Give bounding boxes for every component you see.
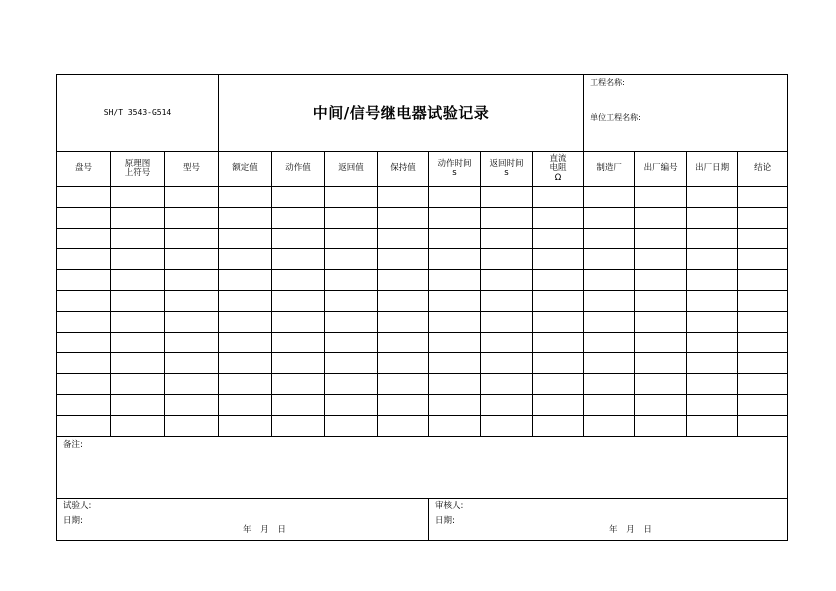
table-cell[interactable] xyxy=(429,290,481,311)
table-cell[interactable] xyxy=(738,290,788,311)
table-cell[interactable] xyxy=(635,207,687,228)
table-cell[interactable] xyxy=(325,249,378,270)
table-cell[interactable] xyxy=(325,374,378,395)
table-cell[interactable] xyxy=(325,228,378,249)
table-cell[interactable] xyxy=(533,311,584,332)
table-cell[interactable] xyxy=(533,290,584,311)
table-cell[interactable] xyxy=(378,353,429,374)
table-cell[interactable] xyxy=(111,353,165,374)
table-cell[interactable] xyxy=(165,311,219,332)
table-cell[interactable] xyxy=(111,290,165,311)
table-cell[interactable] xyxy=(378,311,429,332)
column-header-text: s xyxy=(504,168,509,178)
column-header-text: 动作值 xyxy=(285,163,311,174)
table-cell[interactable] xyxy=(111,394,165,415)
table-cell[interactable] xyxy=(533,187,584,208)
table-cell[interactable] xyxy=(378,374,429,395)
page-title: 中间/信号继电器试验记录 xyxy=(219,75,584,152)
column-header xyxy=(533,152,584,187)
table-cell[interactable] xyxy=(57,290,111,311)
table-cell[interactable] xyxy=(635,228,687,249)
table-cell[interactable] xyxy=(165,290,219,311)
header-row xyxy=(57,75,788,152)
year-month-day-label: 年 月 日 xyxy=(243,525,286,536)
table-cell[interactable] xyxy=(481,353,533,374)
table-cell[interactable] xyxy=(584,332,635,353)
table-cell[interactable] xyxy=(429,415,481,436)
project-info-cell xyxy=(584,75,788,152)
table-cell[interactable] xyxy=(481,332,533,353)
column-header xyxy=(687,152,738,187)
table-cell[interactable] xyxy=(111,228,165,249)
table-cell[interactable] xyxy=(687,415,738,436)
remarks-row xyxy=(57,436,788,498)
table-cell[interactable] xyxy=(325,415,378,436)
column-header-text: 上符号 xyxy=(124,168,151,178)
column-header-text: 额定值 xyxy=(232,163,258,174)
table-cell[interactable] xyxy=(325,290,378,311)
signature-row xyxy=(57,498,788,540)
table-cell[interactable] xyxy=(687,207,738,228)
table-cell[interactable] xyxy=(57,353,111,374)
column-header-text: 出厂编号 xyxy=(643,163,678,174)
table-cell[interactable] xyxy=(635,270,687,291)
table-cell[interactable] xyxy=(57,270,111,291)
table-cell[interactable] xyxy=(635,353,687,374)
date-label: 日期: xyxy=(63,515,83,526)
table-cell[interactable] xyxy=(738,415,788,436)
table-cell[interactable] xyxy=(635,394,687,415)
column-header-text: s xyxy=(452,168,457,178)
table-row xyxy=(57,290,788,311)
table-cell[interactable] xyxy=(687,311,738,332)
table-cell[interactable] xyxy=(219,311,272,332)
table-cell[interactable] xyxy=(325,311,378,332)
table-row xyxy=(57,353,788,374)
table-cell[interactable] xyxy=(219,270,272,291)
table-cell[interactable] xyxy=(481,374,533,395)
table-cell[interactable] xyxy=(533,228,584,249)
table-cell[interactable] xyxy=(584,270,635,291)
table-cell[interactable] xyxy=(584,311,635,332)
table-cell[interactable] xyxy=(533,374,584,395)
table-cell[interactable] xyxy=(429,332,481,353)
table-cell[interactable] xyxy=(533,207,584,228)
column-header-text: 结论 xyxy=(754,163,772,174)
column-header xyxy=(219,152,272,187)
table-cell[interactable] xyxy=(219,207,272,228)
table-cell[interactable] xyxy=(533,332,584,353)
table-cell[interactable] xyxy=(481,394,533,415)
table-cell[interactable] xyxy=(272,353,325,374)
table-cell[interactable] xyxy=(111,187,165,208)
table-cell[interactable] xyxy=(272,332,325,353)
table-cell[interactable] xyxy=(738,374,788,395)
table-cell[interactable] xyxy=(378,187,429,208)
table-cell[interactable] xyxy=(272,249,325,270)
table-row xyxy=(57,228,788,249)
table-cell[interactable] xyxy=(533,394,584,415)
table-row xyxy=(57,311,788,332)
table-cell[interactable] xyxy=(378,207,429,228)
table-cell[interactable] xyxy=(635,249,687,270)
table-cell[interactable] xyxy=(165,249,219,270)
column-header xyxy=(57,152,111,187)
table-cell[interactable] xyxy=(111,311,165,332)
table-cell[interactable] xyxy=(635,415,687,436)
unit-project-name-label: 单位工程名称: xyxy=(590,112,641,122)
table-cell[interactable] xyxy=(219,394,272,415)
table-cell[interactable] xyxy=(584,290,635,311)
table-cell[interactable] xyxy=(165,207,219,228)
table-cell[interactable] xyxy=(57,311,111,332)
table-cell[interactable] xyxy=(165,270,219,291)
table-cell[interactable] xyxy=(325,332,378,353)
table-cell[interactable] xyxy=(378,228,429,249)
table-cell[interactable] xyxy=(272,187,325,208)
table-cell[interactable] xyxy=(533,270,584,291)
table-cell[interactable] xyxy=(738,311,788,332)
table-cell[interactable] xyxy=(584,415,635,436)
signature-right-cell[interactable] xyxy=(429,498,788,540)
table-row xyxy=(57,394,788,415)
table-cell[interactable] xyxy=(57,249,111,270)
table-cell[interactable] xyxy=(378,394,429,415)
table-cell[interactable] xyxy=(57,415,111,436)
table-cell[interactable] xyxy=(738,394,788,415)
table-cell[interactable] xyxy=(325,394,378,415)
table-cell[interactable] xyxy=(635,374,687,395)
table-cell[interactable] xyxy=(584,187,635,208)
table-cell[interactable] xyxy=(57,187,111,208)
table-cell[interactable] xyxy=(111,415,165,436)
table-cell[interactable] xyxy=(219,290,272,311)
table-cell[interactable] xyxy=(738,228,788,249)
table-cell[interactable] xyxy=(687,187,738,208)
table-cell[interactable] xyxy=(481,415,533,436)
table-cell[interactable] xyxy=(111,207,165,228)
signer-role-label: 试验人: xyxy=(63,500,92,511)
project-name-label: 工程名称: xyxy=(590,78,625,87)
table-cell[interactable] xyxy=(738,207,788,228)
column-header-text: 型号 xyxy=(182,163,200,174)
table-cell[interactable] xyxy=(584,249,635,270)
table-cell[interactable] xyxy=(219,353,272,374)
signature-left-cell[interactable] xyxy=(57,498,429,540)
table-cell[interactable] xyxy=(481,311,533,332)
table-cell[interactable] xyxy=(57,207,111,228)
column-header-text: 保持值 xyxy=(390,163,416,174)
table-cell[interactable] xyxy=(481,249,533,270)
table-row xyxy=(57,249,788,270)
table-cell[interactable] xyxy=(429,270,481,291)
date-label: 日期: xyxy=(435,515,455,526)
table-cell[interactable] xyxy=(481,270,533,291)
table-cell[interactable] xyxy=(272,290,325,311)
table-cell[interactable] xyxy=(111,332,165,353)
table-cell[interactable] xyxy=(429,394,481,415)
table-cell[interactable] xyxy=(687,270,738,291)
table-cell[interactable] xyxy=(165,353,219,374)
table-cell[interactable] xyxy=(219,228,272,249)
remarks-label: 备注: xyxy=(63,439,83,450)
table-cell[interactable] xyxy=(429,249,481,270)
table-cell[interactable] xyxy=(219,415,272,436)
table-cell[interactable] xyxy=(533,353,584,374)
table-cell[interactable] xyxy=(738,270,788,291)
column-header-text: 返回时间 xyxy=(489,158,524,169)
table-cell[interactable] xyxy=(738,187,788,208)
column-header xyxy=(429,152,481,187)
table-cell[interactable] xyxy=(738,249,788,270)
remarks-cell[interactable] xyxy=(57,436,788,498)
table-cell[interactable] xyxy=(219,332,272,353)
record-form xyxy=(56,74,787,541)
table-cell[interactable] xyxy=(635,332,687,353)
table-row xyxy=(57,332,788,353)
table-cell[interactable] xyxy=(584,374,635,395)
table-cell[interactable] xyxy=(165,415,219,436)
table-cell[interactable] xyxy=(429,353,481,374)
table-cell[interactable] xyxy=(272,207,325,228)
table-cell[interactable] xyxy=(272,311,325,332)
table-row xyxy=(57,270,788,291)
table-cell[interactable] xyxy=(325,207,378,228)
table-cell[interactable] xyxy=(219,187,272,208)
table-cell[interactable] xyxy=(429,207,481,228)
table-cell[interactable] xyxy=(378,270,429,291)
table-cell[interactable] xyxy=(687,290,738,311)
column-header xyxy=(584,152,635,187)
table-row xyxy=(57,207,788,228)
column-header-text: 原理图 xyxy=(124,158,151,169)
table-cell[interactable] xyxy=(429,374,481,395)
table-cell[interactable] xyxy=(165,187,219,208)
column-header xyxy=(481,152,533,187)
column-header-text: 盘号 xyxy=(74,163,92,174)
standard-code: SH/T 3543-G514 xyxy=(57,75,219,152)
table-cell[interactable] xyxy=(481,187,533,208)
table-cell[interactable] xyxy=(687,228,738,249)
table-row xyxy=(57,415,788,436)
table-cell[interactable] xyxy=(584,394,635,415)
table-cell[interactable] xyxy=(481,207,533,228)
column-header-text: 动作时间 xyxy=(437,158,472,169)
column-header xyxy=(635,152,687,187)
table-cell[interactable] xyxy=(325,353,378,374)
table-cell[interactable] xyxy=(378,249,429,270)
column-header-text: 直流 xyxy=(549,153,567,164)
table-cell[interactable] xyxy=(635,187,687,208)
table-cell[interactable] xyxy=(165,332,219,353)
year-month-day-label: 年 月 日 xyxy=(609,525,652,536)
table-cell[interactable] xyxy=(219,374,272,395)
table-cell[interactable] xyxy=(272,394,325,415)
column-header-text: Ω xyxy=(554,172,562,183)
table-cell[interactable] xyxy=(429,311,481,332)
column-header-text: 制造厂 xyxy=(596,163,622,174)
table-cell[interactable] xyxy=(738,332,788,353)
table-cell[interactable] xyxy=(429,228,481,249)
column-header xyxy=(111,152,165,187)
table-cell[interactable] xyxy=(57,228,111,249)
table-cell[interactable] xyxy=(111,374,165,395)
table-cell[interactable] xyxy=(584,353,635,374)
table-cell[interactable] xyxy=(687,394,738,415)
table-cell[interactable] xyxy=(57,394,111,415)
column-header xyxy=(378,152,429,187)
record-table xyxy=(56,74,788,541)
table-cell[interactable] xyxy=(272,228,325,249)
column-header xyxy=(325,152,378,187)
table-cell[interactable] xyxy=(635,290,687,311)
table-cell[interactable] xyxy=(378,290,429,311)
table-cell[interactable] xyxy=(687,249,738,270)
column-header-row xyxy=(57,152,788,187)
table-cell[interactable] xyxy=(378,332,429,353)
table-cell[interactable] xyxy=(165,394,219,415)
table-row xyxy=(57,374,788,395)
table-cell[interactable] xyxy=(687,374,738,395)
table-cell[interactable] xyxy=(533,249,584,270)
table-cell[interactable] xyxy=(584,207,635,228)
column-header-text: 出厂日期 xyxy=(695,163,730,174)
table-cell[interactable] xyxy=(481,228,533,249)
column-header xyxy=(272,152,325,187)
table-cell[interactable] xyxy=(481,290,533,311)
table-cell[interactable] xyxy=(687,353,738,374)
table-cell[interactable] xyxy=(165,374,219,395)
table-cell[interactable] xyxy=(219,249,272,270)
table-cell[interactable] xyxy=(57,374,111,395)
table-cell[interactable] xyxy=(378,415,429,436)
table-cell[interactable] xyxy=(272,270,325,291)
table-cell[interactable] xyxy=(738,353,788,374)
table-cell[interactable] xyxy=(165,228,219,249)
column-header xyxy=(738,152,788,187)
table-cell[interactable] xyxy=(687,332,738,353)
column-header-text: 返回值 xyxy=(338,163,364,174)
table-cell[interactable] xyxy=(272,374,325,395)
signer-role-label: 审核人: xyxy=(435,500,464,511)
table-cell[interactable] xyxy=(111,270,165,291)
table-row xyxy=(57,187,788,208)
table-cell[interactable] xyxy=(325,270,378,291)
table-cell[interactable] xyxy=(272,415,325,436)
column-header xyxy=(165,152,219,187)
table-cell[interactable] xyxy=(111,249,165,270)
table-cell[interactable] xyxy=(325,187,378,208)
table-cell[interactable] xyxy=(57,332,111,353)
column-header-text: 电阻 xyxy=(549,163,567,174)
table-cell[interactable] xyxy=(584,228,635,249)
table-cell[interactable] xyxy=(635,311,687,332)
table-cell[interactable] xyxy=(533,415,584,436)
table-cell[interactable] xyxy=(429,187,481,208)
